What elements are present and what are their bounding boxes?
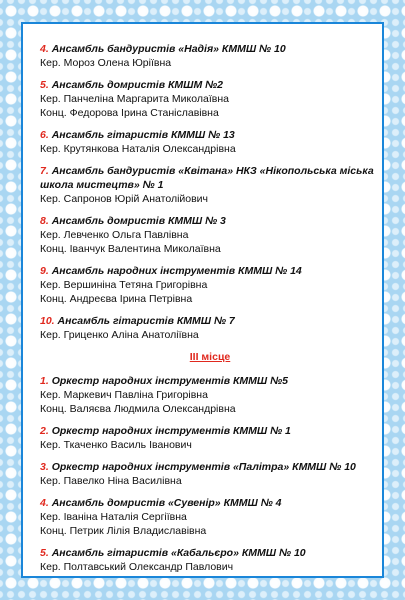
entry-number: 10. (40, 315, 55, 327)
entry-title: Ансамбль домристів КМШМ №2 (51, 79, 223, 91)
entry-line: Кер. Мороз Олена Юріївна (40, 57, 172, 69)
entry-title: Ансамбль гітаристів КММШ № 13 (51, 129, 235, 141)
entry-number: 2. (40, 425, 49, 437)
entry (40, 264, 380, 306)
entry-line: Кер. Маркевич Павліна Григорівна (40, 389, 208, 401)
entry-number: 9. (40, 265, 49, 277)
entry (40, 128, 380, 156)
entry-line: Конц. Іванчук Валентина Миколаївна (40, 243, 221, 255)
entry-number: 4. (40, 497, 49, 509)
entry-line: Кер. Вершиніна Тетяна Григорівна (40, 279, 208, 291)
entry (40, 164, 380, 206)
entry-title: Ансамбль домристів «Сувенір» КММШ № 4 (51, 497, 282, 509)
entry-number: 3. (40, 461, 49, 473)
entry (40, 42, 380, 70)
entry (40, 78, 380, 120)
entry-line: Кер. Іваніна Наталія Сергіївна (40, 511, 187, 523)
entry-number: 7. (40, 165, 49, 177)
entry-line: Конц. Валяєва Людмила Олександрівна (40, 403, 236, 415)
entry-line: Кер. Панчеліна Маргарита Миколаївна (40, 93, 229, 105)
entry-number: 6. (40, 129, 49, 141)
entry-number: 4. (40, 43, 49, 55)
entry-title: Оркестр народних інструментів КММШ № 1 (51, 425, 291, 437)
entry (40, 546, 380, 574)
entry-line: Кер. Гриценко Аліна Анатоліївна (40, 329, 199, 341)
entry-line: Кер. Левченко Ольга Павлівна (40, 229, 189, 241)
entry-number: 8. (40, 215, 49, 227)
entry-title: Ансамбль домристів КММШ № 3 (51, 215, 226, 227)
entry-title: Ансамбль народних інструментів КММШ № 14 (51, 265, 302, 277)
entry-number: 5. (40, 547, 49, 559)
section-heading: ІІІ місце (189, 351, 231, 363)
entry-line: Кер. Сапронов Юрій Анатолійович (40, 193, 209, 205)
entry-number: 5. (40, 79, 49, 91)
document-content (40, 42, 380, 582)
entry-number: 1. (40, 375, 49, 387)
entry (40, 374, 380, 416)
entry-line: Кер. Крутянкова Наталія Олександрівна (40, 143, 236, 155)
entry-line: Кер. Павелко Ніна Василівна (40, 475, 182, 487)
entry-line: Конц. Петрик Лілія Владиславівна (40, 525, 207, 537)
entry (40, 496, 380, 538)
entry-line: Конц. Андреєва Ірина Петрівна (40, 293, 193, 305)
entry-line: Конц. Федорова Ірина Станіславівна (40, 107, 219, 119)
entry-line: Кер. Ткаченко Василь Іванович (40, 439, 192, 451)
entry-title: Оркестр народних інструментів «Палітра» КММШ № 10 (51, 461, 356, 473)
entry-title: Оркестр народних інструментів КММШ №5 (51, 375, 288, 387)
entry-line: Кер. Полтавський Олександр Павлович (40, 561, 234, 573)
entry-title: Ансамбль бандуристів «Надія» КММШ № 10 (51, 43, 286, 55)
entry (40, 314, 380, 342)
entry (40, 424, 380, 452)
entry (40, 214, 380, 256)
entry (40, 460, 380, 488)
entry-title: Ансамбль гітаристів «Кабальєро» КММШ № 10 (51, 547, 306, 559)
entry-title: Ансамбль бандуристів «Квітана» НКЗ «Нікопольська міська школа мистецтв» № 1 (40, 165, 374, 191)
entry-title: Ансамбль гітаристів КММШ № 7 (57, 315, 235, 327)
